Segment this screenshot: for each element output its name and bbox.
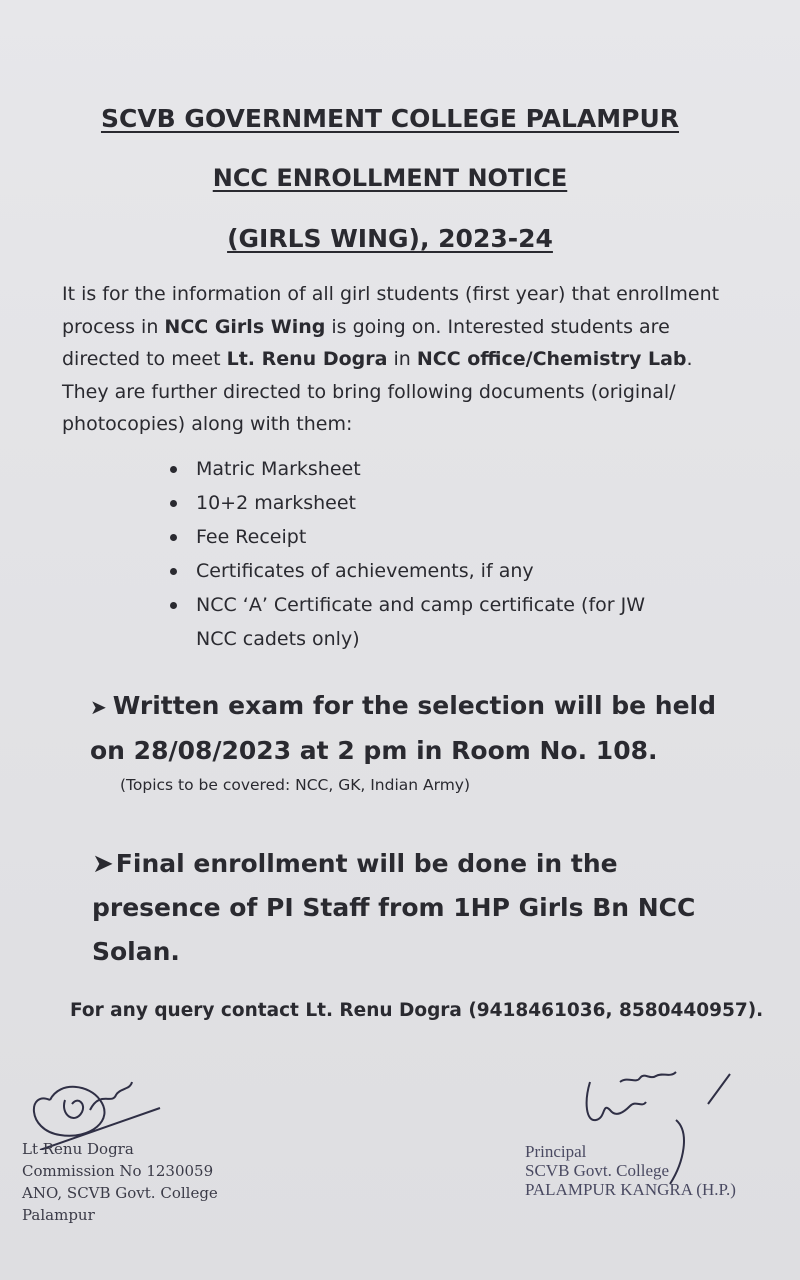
notice-title-heading: NCC ENROLLMENT NOTICE <box>212 164 568 192</box>
documents-list <box>170 452 690 656</box>
document-item: Fee Receipt <box>170 520 690 554</box>
document-item: Matric Marksheet <box>170 452 690 486</box>
arrow-icon: ➤ <box>92 849 114 879</box>
intro-text-1: It is for the information of all girl students (first year) that enrollment process in <box>62 283 720 338</box>
officer-stamp-line: ANO, SCVB Govt. College <box>22 1184 218 1202</box>
intro-bold-officer-name: Lt. Renu Dogra <box>226 348 388 370</box>
intro-text-3: in <box>387 348 417 370</box>
officer-stamp-line: Lt Renu Dogra <box>22 1140 134 1158</box>
query-contact-line: For any query contact Lt. Renu Dogra (9418461036, 8580440957). <box>70 1000 764 1021</box>
document-item: 10+2 marksheet <box>170 486 690 520</box>
intro-bold-ncc-girls-wing: NCC Girls Wing <box>164 315 326 338</box>
exam-topics: (Topics to be covered: NCC, GK, Indian Army) <box>120 776 471 794</box>
arrow-icon: ➤ <box>90 695 107 719</box>
officer-stamp-line: Palampur <box>22 1206 95 1224</box>
exam-notice <box>90 684 730 773</box>
officer-stamp <box>22 1138 282 1226</box>
principal-stamp <box>525 1142 785 1199</box>
wing-year-heading: (GIRLS WING), 2023-24 <box>227 224 553 253</box>
intro-paragraph <box>62 278 722 441</box>
final-enrollment-notice <box>92 842 752 974</box>
principal-stamp-line: SCVB Govt. College <box>525 1161 670 1180</box>
intro-text-2: is going on. Interested students are directed to meet <box>62 315 670 370</box>
principal-stamp-line: PALAMPUR KANGRA (H.P.) <box>525 1180 736 1199</box>
document-item: NCC ‘A’ Certificate and camp certificate (for JW NCC cadets only) <box>170 588 690 656</box>
officer-stamp-line: Commission No 1230059 <box>22 1162 214 1180</box>
officer-signature <box>20 1060 170 1150</box>
final-enrollment-text: Final enrollment will be done in the presence of PI Staff from 1HP Girls Bn NCC Solan. <box>92 849 696 966</box>
principal-stamp-line: Principal <box>525 1142 587 1161</box>
intro-text-4: . They are further directed to bring following documents (original/ photocopies) along with them: <box>62 348 693 435</box>
college-name-heading: SCVB GOVERNMENT COLLEGE PALAMPUR <box>100 104 680 133</box>
intro-bold-location: NCC office/Chemistry Lab <box>416 348 687 370</box>
document-item: Certificates of achievements, if any <box>170 554 690 588</box>
exam-notice-text: Written exam for the selection will be held on 28/08/2023 at 2 pm in Room No. 108. <box>90 691 717 765</box>
